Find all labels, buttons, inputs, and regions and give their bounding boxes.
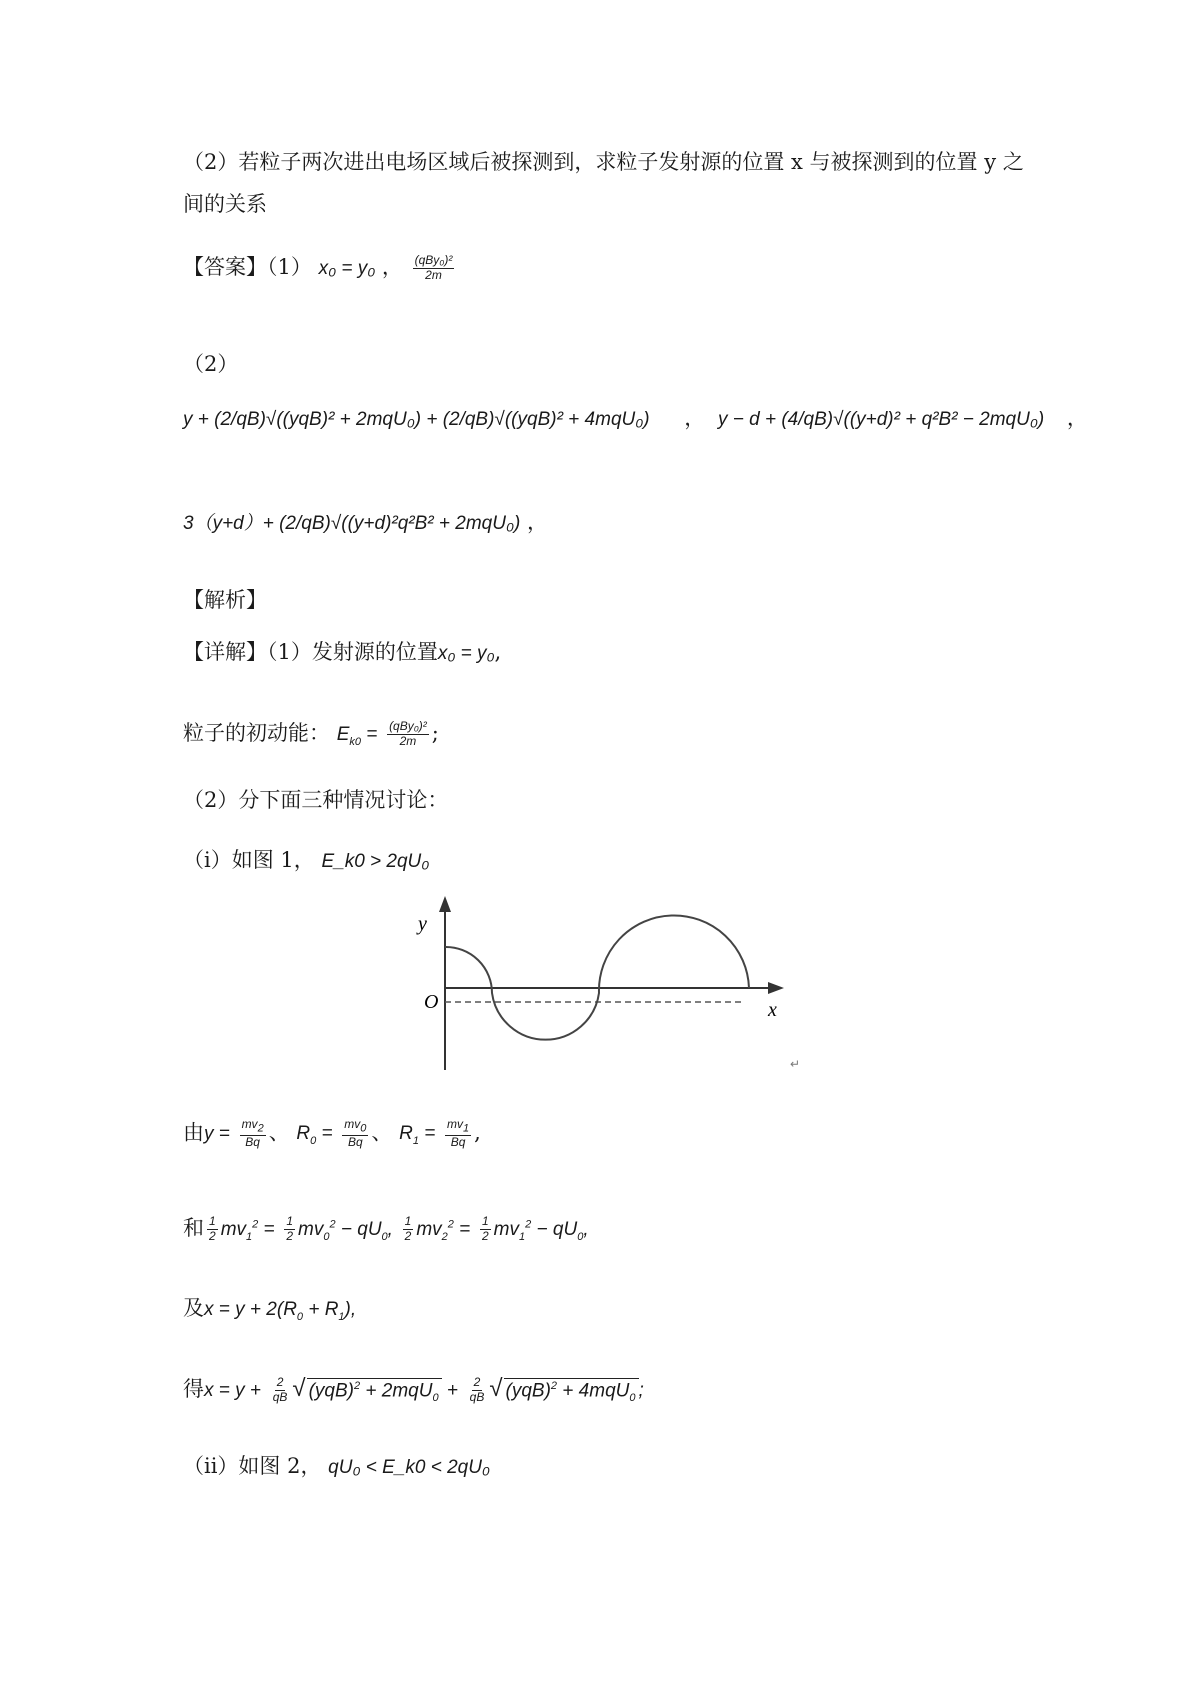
fraction-numerator: (qBy₀)²	[389, 719, 427, 733]
answer-expressions-row	[183, 406, 1088, 432]
case2-label: （ii）如图 2，	[183, 1454, 322, 1478]
initial-kinetic-energy-line: 粒子的初动能： $E_{k0}$ = (qBy₀)² 2m ;	[183, 719, 439, 748]
case2-line	[183, 1454, 490, 1480]
velocity-radius-relations: 由y = $\frac{mv_2}{Bq}$ 、 $R_0$ = $\frac{mv_0}{Bq}$ 、 $R_1$ = $\frac{mv_1}{Bq}$ ,	[183, 1117, 481, 1150]
answer-part1: （1）	[267, 254, 312, 279]
part2-intro: （2）分下面三种情况讨论：	[183, 788, 449, 812]
analysis-label: 【解析】	[183, 588, 267, 612]
and2-text: 及	[183, 1296, 204, 1320]
get-text: 得	[183, 1377, 204, 1401]
initial-ke-fraction	[387, 720, 429, 749]
trajectory-curve	[445, 915, 749, 1039]
paragraph-return-mark: ↵	[790, 1057, 801, 1071]
initial-ke-text: 粒子的初动能：	[183, 720, 330, 745]
figure-1-trajectory	[400, 890, 820, 1080]
x-axis-arrow-icon	[768, 982, 784, 994]
answer-expression-3: 3（y+d）+ (2/qB)√((y+d)²q²B² + 2mqU₀)	[183, 513, 521, 534]
detail-x0-equation: x₀ = y₀	[437, 643, 495, 664]
case1-label: （i）如图 1，	[183, 848, 315, 872]
fraction-denominator: 2m	[399, 733, 417, 748]
case1-line	[183, 848, 429, 874]
answer-x0-equation: x₀ = y₀	[318, 257, 376, 279]
answer-expression-1: y + (2/qB)√((yqB)² + 2mqU₀) + (2/qB)√((yqB)² + 4mqU₀)	[183, 409, 650, 430]
x-axis-label: x	[768, 999, 777, 1021]
answer-comma: ，	[381, 254, 403, 279]
origin-label: O	[424, 991, 439, 1013]
answer-separator-3: ，	[527, 510, 548, 534]
position-relation: 及$x = y + 2(R_0 + R_1)$,	[183, 1296, 357, 1323]
detail-part1-text: （1）发射源的位置	[267, 640, 438, 664]
case1-condition: E_k0 > 2qU₀	[321, 851, 430, 872]
answer-separator-1: ，	[684, 406, 706, 430]
question-part2-line1: （2）若粒子两次进出电场区域后被探测到，求粒子发射源的位置 x 与被探测到的位置 y 之	[183, 150, 1024, 174]
y-axis-label: y	[418, 913, 427, 935]
case2-condition: qU₀ < E_k0 < 2qU₀	[328, 1457, 490, 1478]
from-text: 由	[183, 1120, 204, 1145]
detail-line: 【详解】（1）发射源的位置x₀ = y₀,	[183, 640, 502, 664]
answer-expression-2: y − d + (4/qB)√((y+d)² + q²B² − 2mqU₀)	[717, 409, 1045, 430]
and-text: 和	[183, 1215, 204, 1240]
fraction-numerator: (qBy₀)²	[414, 253, 453, 267]
detail-label: 【详解】	[183, 640, 267, 664]
energy-relations: 和 $\frac{1}{2}$ $mv_1^2$ = $\frac{1}{2}$ $mv_0^2 - qU_0$, $\frac{1}{2}$ $mv_2^2$ = $\frac{1}{2}$ $mv_1^2 - qU_0$,	[183, 1214, 589, 1243]
fraction-denominator: 2m	[425, 267, 442, 282]
answer-part2-label: （2）	[183, 352, 239, 376]
question-part2-line2: 间的关系	[183, 192, 267, 216]
answer-separator-2: ，	[1066, 406, 1088, 430]
y-axis-arrow-icon	[439, 896, 451, 912]
answer-line-1	[183, 254, 457, 283]
result-case1: 得x = y + $\frac{2}{qB}$ √ (yqB)$^2$ + 2mqU$_0$ + $\frac{2}{qB}$ √ (yqB)$^2$ + 4mqU$_0$ ;	[183, 1375, 644, 1404]
answer-kinetic-energy-fraction	[413, 254, 455, 283]
answer-expression-3-row	[183, 510, 548, 536]
answer-label: 【答案】	[183, 254, 267, 279]
